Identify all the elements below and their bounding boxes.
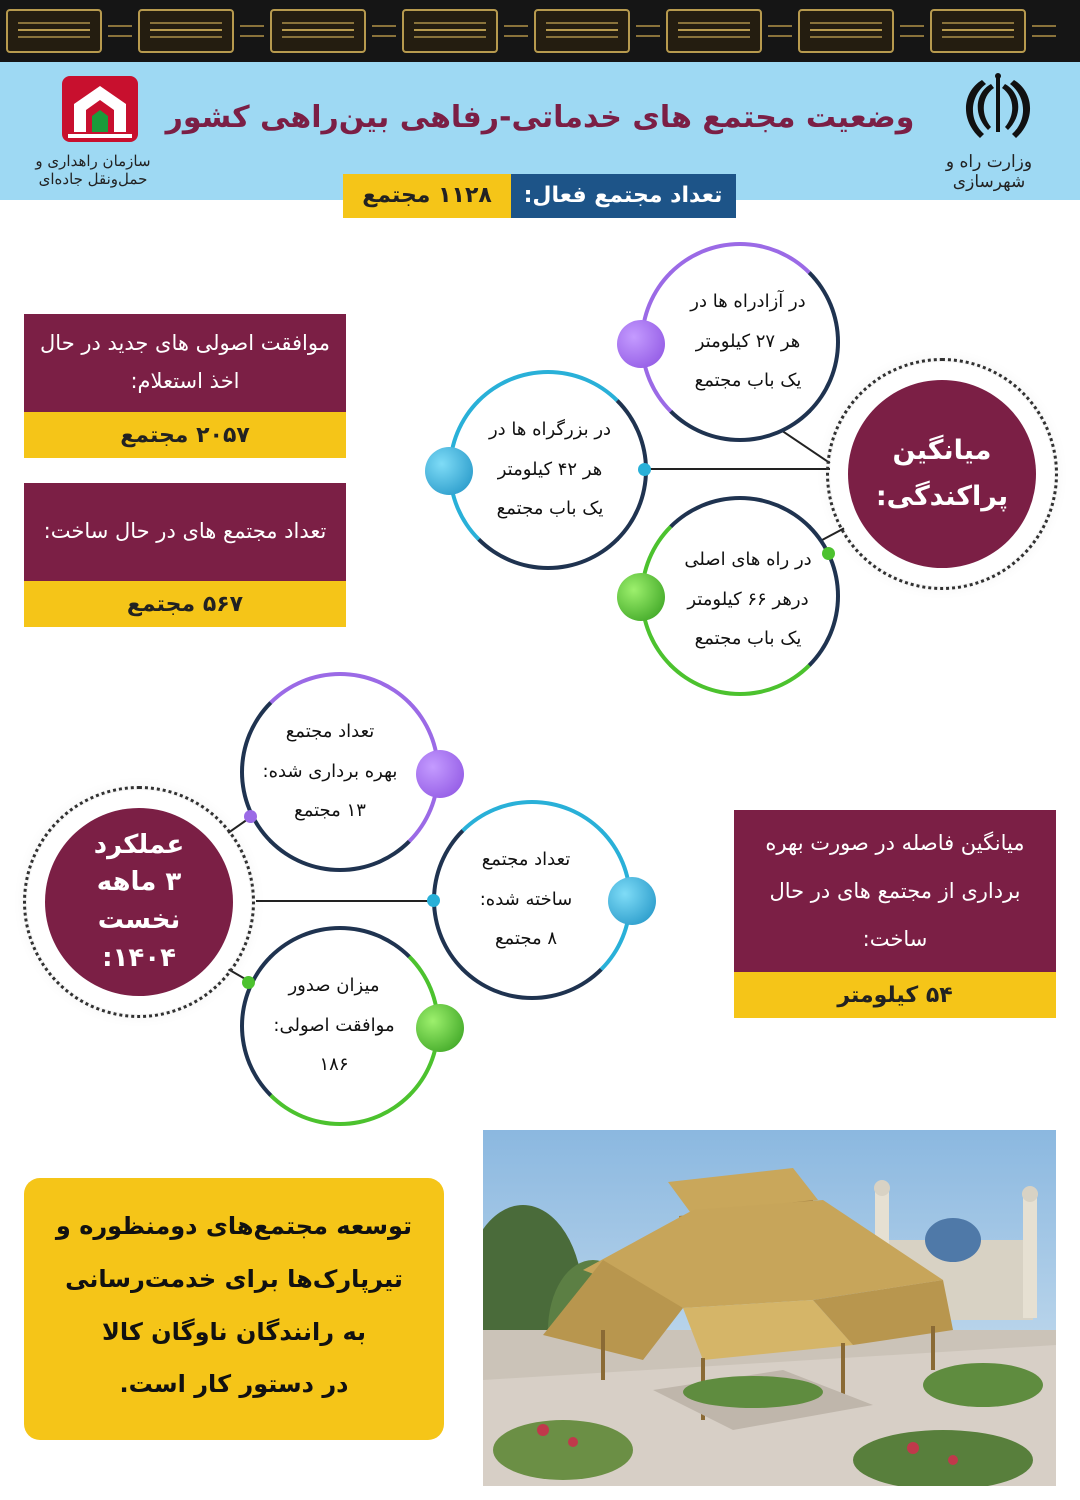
approvals-line3: ۱۸۶ [319,1054,349,1076]
ornament-icon [900,25,924,37]
green-dot-icon [416,1004,464,1052]
freeways-line1: در آزادراه ها در [690,291,806,312]
iran-emblem-icon [958,70,1038,148]
operated-line1: تعداد مجتمع [285,721,375,742]
rest-area-pavilion-photo [483,1130,1056,1486]
note-line2: تیرپارک‌ها برای خدمت‌رسانی [65,1264,403,1293]
built-line3: ۸ مجتمع [494,928,558,950]
freeways-line2: هر ۲۷ کیلومتر [695,330,801,352]
connector-line [256,900,440,902]
rmto-logo-icon [60,74,140,144]
development-note [24,1178,444,1440]
under-construction-value: ۵۶۷ مجتمع [24,581,346,627]
ornament-icon [636,25,660,37]
connector-dot-icon [638,463,651,476]
performance-hub [45,808,233,996]
active-count-label: تعداد مجتمع فعال: [510,174,736,218]
new-approvals-label: موافقت اصولی های جدید در حال اخذ استعلام: [24,314,346,412]
main-roads-line1: در راه های اصلی [684,549,812,570]
performance-hub-line2: ۳ ماهه [96,867,182,898]
page-title: وضعیت مجتمع های خدماتی-رفاهی بین‌راهی کشور [165,100,915,135]
purple-dot-icon [617,320,665,368]
calligraphy-plaque-icon [402,9,498,53]
note-line1: توسعه مجتمع‌های دومنظوره و [55,1212,413,1240]
calligraphy-plaque-icon [138,9,234,53]
cyan-dot-icon [425,447,473,495]
avg-distance-value: ۵۴ کیلومتر [734,972,1056,1018]
avg-distance-label: میانگین فاصله در صورت بهره برداری از مجتمع های در حال ساخت: [734,810,1056,972]
built-line2: ساخته شده: [479,888,573,910]
calligraphy-plaque-icon [666,9,762,53]
cyan-dot-icon [608,877,656,925]
ornament-icon [240,25,264,37]
note-line3: به رانندگان ناوگان کالا [101,1317,367,1346]
built-line1: تعداد مجتمع [481,849,571,870]
built-text [446,840,606,959]
ornament-icon [372,25,396,37]
green-dot-icon [617,573,665,621]
performance-hub-line3: نخست [97,905,181,935]
main-roads-text [668,540,828,659]
highways-text [470,410,630,529]
dispersion-hub: میانگین پراکندگی: [848,380,1036,568]
ornament-icon [108,25,132,37]
purple-dot-icon [416,750,464,798]
organization-name: سازمان راهداری و حمل‌ونقل جاده‌ای [35,152,151,188]
under-construction-label: تعداد مجتمع های در حال ساخت: [24,483,346,581]
approvals-line1: میزان صدور [288,975,380,996]
ornament-icon [504,25,528,37]
operated-text [250,712,410,831]
connector-dot-icon [427,894,440,907]
approvals-line2: موافقت اصولی: [273,1014,395,1036]
ministry-name: وزارت راه و شهرسازی [945,152,1033,192]
highways-line3: یک باب مجتمع [496,498,604,520]
freeways-line3: یک باب مجتمع [694,370,802,392]
connector-line [648,468,830,470]
calligraphy-plaque-icon [270,9,366,53]
operated-line3: ۱۳ مجتمع [294,800,366,822]
freeways-text [668,282,828,401]
approvals-text [254,966,414,1085]
calligraphy-plaque-icon [930,9,1026,53]
main-roads-line3: یک باب مجتمع [694,628,802,650]
calligraphy-plaque-icon [534,9,630,53]
highways-line2: هر ۴۲ کیلومتر [497,458,603,480]
performance-hub-line4: ۱۴۰۴: [102,942,176,973]
operated-line2: بهره برداری شده: [262,760,398,782]
top-calligraphy-banner [0,0,1080,62]
note-line4: در دستور کار است. [119,1370,349,1399]
performance-hub-line1: عملکرد [93,829,185,860]
highways-line1: در بزرگراه ها در [488,419,612,440]
calligraphy-plaque-icon [6,9,102,53]
ornament-icon [1032,25,1056,37]
active-count-value: ۱۱۲۸ مجتمع [343,174,511,218]
ornament-icon [768,25,792,37]
new-approvals-value: ۲۰۵۷ مجتمع [24,412,346,458]
main-roads-line2: درهر ۶۶ کیلومتر [687,588,809,610]
calligraphy-plaque-icon [798,9,894,53]
